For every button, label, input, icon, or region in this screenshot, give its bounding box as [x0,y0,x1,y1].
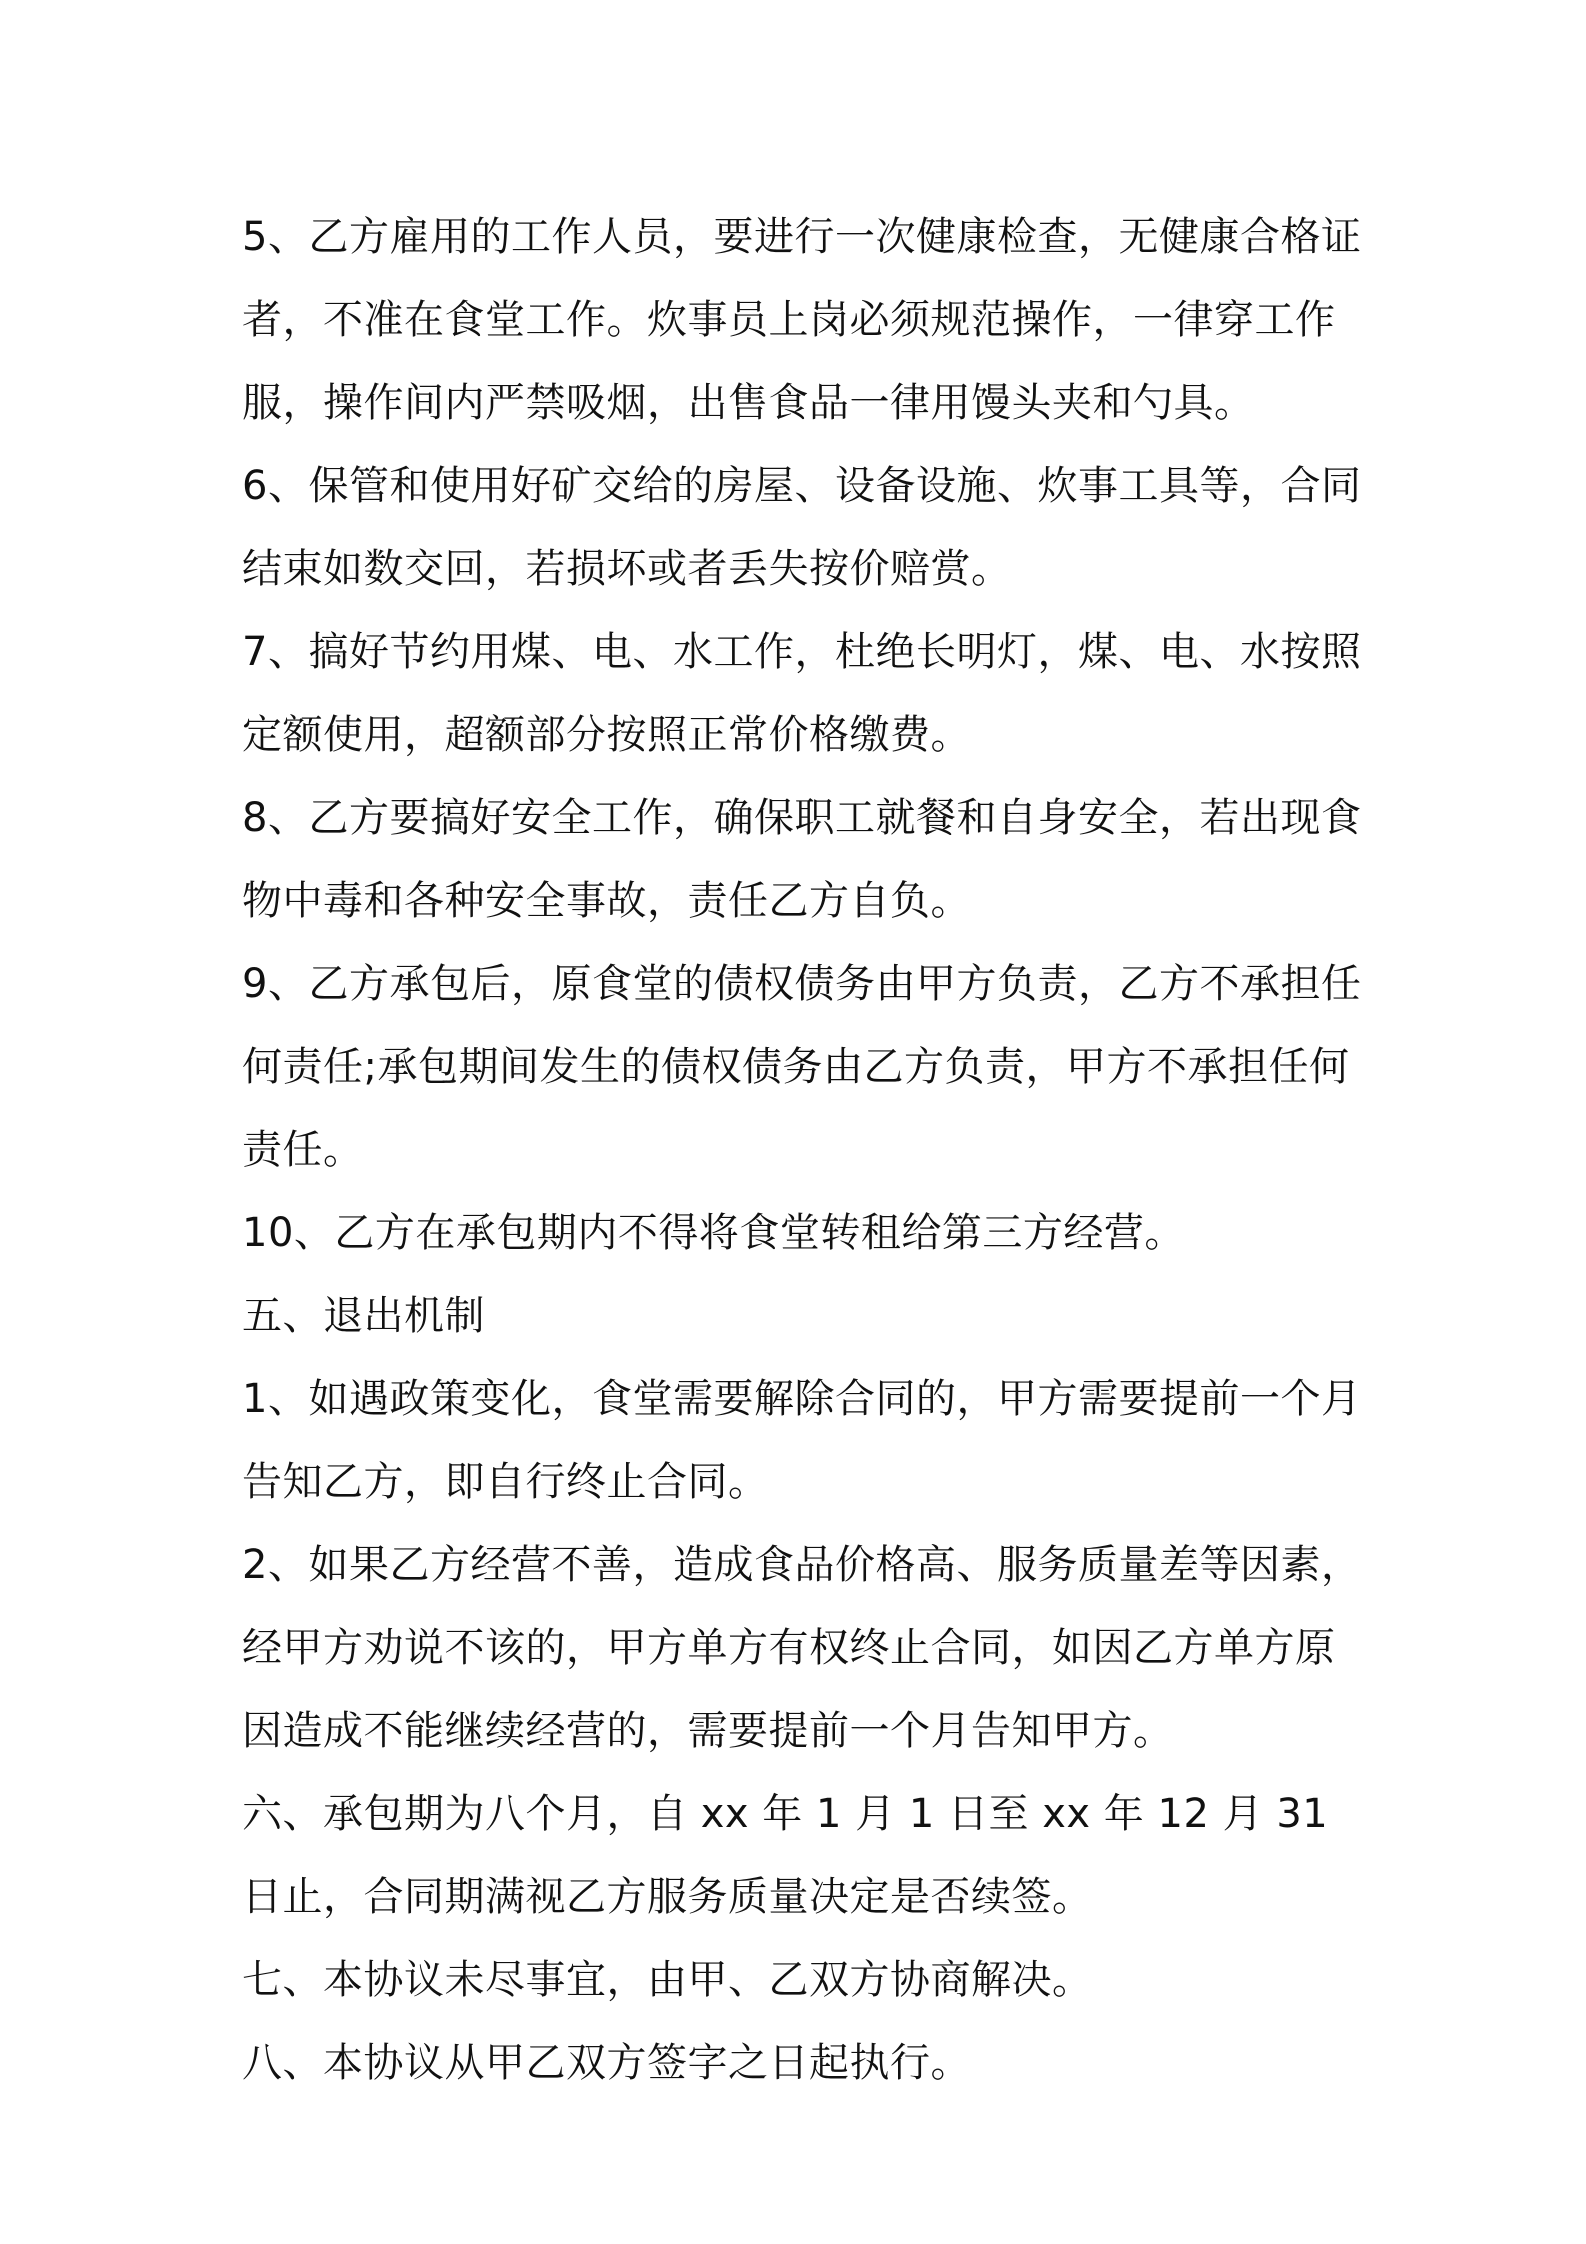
clause-8: 8、乙方要搞好安全工作，确保职工就餐和自身安全，若出现食物中毒和各种安全事故，责任乙方自负。 [242,795,1362,924]
clause-7: 7、搞好节约用煤、电、水工作，杜绝长明灯，煤、电、水按照定额使用，超额部分按照正常价格缴费。 [242,629,1362,758]
document-body [242,196,1362,2105]
section-contract-term: 六、承包期为八个月，自 xx 年 1 月 1 日至 xx 年 12 月 31 日止，合同期满视乙方服务质量决定是否续签。 [242,1791,1329,1920]
exit-clause-1: 1、如遇政策变化，食堂需要解除合同的，甲方需要提前一个月告知乙方，即自行终止合同。 [242,1376,1362,1505]
clause-5: 5、乙方雇用的工作人员，要进行一次健康检查，无健康合格证者，不准在食堂工作。炊事员上岗必须规范操作，一律穿工作服，操作间内严禁吸烟，出售食品一律用馒头夹和勺具。 [242,214,1362,426]
section-effective-date: 八、本协议从甲乙双方签字之日起执行。 [242,2040,971,2086]
section-heading-exit-mechanism: 五、退出机制 [242,1293,485,1339]
clause-9: 9、乙方承包后，原食堂的债权债务由甲方负责，乙方不承担任何责任;承包期间发生的债权债务由乙方负责，甲方不承担任何责任。 [242,961,1362,1173]
clause-6: 6、保管和使用好矿交给的房屋、设备设施、炊事工具等，合同结束如数交回，若损坏或者丢失按价赔赏。 [242,463,1362,592]
exit-clause-2: 2、如果乙方经营不善，造成食品价格高、服务质量差等因素，经甲方劝说不该的，甲方单方有权终止合同，如因乙方单方原因造成不能继续经营的，需要提前一个月告知甲方。 [242,1542,1362,1754]
clause-10: 10、乙方在承包期内不得将食堂转租给第三方经营。 [242,1210,1185,1256]
section-unresolved-matters: 七、本协议未尽事宜，由甲、乙双方协商解决。 [242,1957,1093,2003]
